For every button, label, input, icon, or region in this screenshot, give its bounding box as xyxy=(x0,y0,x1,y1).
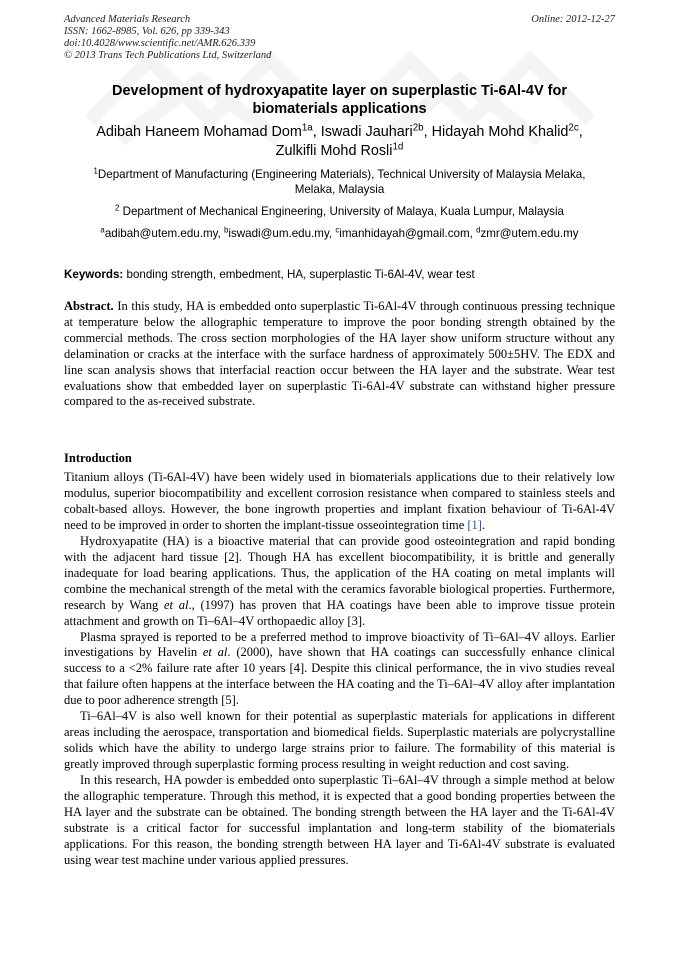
email-sup: d xyxy=(476,225,481,235)
affiliation-1 xyxy=(64,168,615,197)
paragraph xyxy=(64,534,615,630)
paragraph-text: Hydroxyapatite (HA) is a bioactive material that can provide good osteointegration and rapid bonding with the adjacent hard tissue [2]. Though HA has excellent biocompatibility, it is brittle and generally inadequate for load bearing applications. Thus, the application of the HA coating on metal implants will combine the mechanical strength of the metal with the ceramics favorable biological properties. Furthermore, research by Wang xyxy=(64,533,615,612)
email-sup: b xyxy=(224,225,229,235)
paragraph-text: Plasma sprayed is reported to be a preferred method to improve bioactivity of Ti–6Al–4V alloys. Earlier investigations by Havelin xyxy=(64,629,615,660)
copyright-line: © 2013 Trans Tech Publications Ltd, Switzerland xyxy=(64,50,272,61)
email-link[interactable]: imanhidayah@gmail.com, xyxy=(339,227,473,240)
paragraph-text: Titanium alloys (Ti-6Al-4V) have been widely used in biomaterials applications due to their relatively low modulus, superior biocompatibility and excellent corrosion resistance when compared to stainless steels and cobalt-based alloys. However, the bone ingrowth properties and implant fixation behaviour of Ti-6Al-4V need to be improved in order to shorten the implant-tissue osseointegration time xyxy=(64,470,615,532)
author-sep: , xyxy=(312,124,321,140)
journal-name: Advanced Materials Research xyxy=(64,14,191,25)
author-sup: 1a xyxy=(301,122,313,134)
email-link[interactable]: iswadi@um.edu.my, xyxy=(228,227,333,240)
abstract-paragraph xyxy=(64,299,615,410)
author-name: Hidayah Mohd Khalid xyxy=(431,124,569,140)
paragraph: In this research, HA powder is embedded onto superplastic Ti–6Al–4V through a simple method at below the allographic temperature. Through this method, it is expected that a good bonding properties between the HA layer and the substrate can be obtained. The bonding strength between the HA layer and the Ti-6Al-4V substrate is a critical factor for successful implantation and long-term stability of the biomaterials applications. For this reason, the bonding strength between HA layer and Ti-6Al-4V substrate is evaluated using wear test machine under various applied pressures. xyxy=(64,773,615,867)
email-link[interactable]: adibah@utem.edu.my, xyxy=(104,227,221,240)
paragraph-end: ., (1997) has proven that HA coatings have been able to improve tissue protein attachment and growth on Ti–6Al–4V orthopaedic alloy [3]. xyxy=(64,597,615,628)
keywords-line xyxy=(64,268,615,282)
et-al: et al xyxy=(202,645,228,660)
email-link[interactable]: zmr@utem.edu.my xyxy=(480,227,579,240)
author-sep: , xyxy=(423,124,432,140)
title-line-1: Development of hydroxyapatite layer on superplastic Ti-6Al-4V for xyxy=(112,83,567,99)
keywords-label: Keywords: xyxy=(64,268,124,281)
author-name: Iswadi Jauhari xyxy=(320,124,413,140)
paragraph: Ti–6Al–4V is also well known for their potential as superplastic materials for applications in different areas including the aerospace, transportation and biomedical fields. Superplastic materials are polycrystalline solids which have the ability to undergo large strains prior to failure. The formability of this material is greatly improved through superplastic forming process resulting in weight reduction and cost saving. xyxy=(64,709,615,772)
author-sup: 2c xyxy=(568,122,579,134)
citation-link[interactable]: [1] xyxy=(467,517,482,532)
keywords-text: bonding strength, embedment, HA, superplastic Ti-6Al-4V, wear test xyxy=(123,268,475,281)
author-sep: , xyxy=(578,124,583,140)
paragraph xyxy=(64,470,615,534)
affiliation-1-line-1: Department of Manufacturing (Engineering Materials), Technical University of Malaysia Melaka, xyxy=(97,168,586,181)
author-name: Adibah Haneem Mohamad Dom xyxy=(96,124,302,140)
et-al: et al xyxy=(163,597,189,612)
author-list xyxy=(64,123,615,161)
introduction-body xyxy=(64,470,615,869)
affiliation-1-line-2: Melaka, Malaysia xyxy=(294,182,385,196)
email-sup: c xyxy=(335,225,340,235)
section-heading-introduction: Introduction xyxy=(64,451,132,465)
email-list xyxy=(64,227,615,242)
affiliation-sup: 2 xyxy=(114,203,120,213)
abstract-text: In this study, HA is embedded onto superplastic Ti-6Al-4V through continuous pressing technique at temperature below the allographic temperature to improve the poor bonding strength obtained by the commercial methods. The cross section morphologies of the HA layer show uniform structure without any delamination or cracks at the interface with the surface hardness of approximately 500±5HV. The EDX and line scan analysis shows that interfacial reaction occur between the HA layer and the substrate. Wear test evaluations show that embedded layer on superplastic Ti-6Al-4V substrate can withstand higher pressure compared to the as-received substrate. xyxy=(64,299,615,409)
affiliation-2 xyxy=(64,205,615,220)
issn-line: ISSN: 1662-8985, Vol. 626, pp 339-343 xyxy=(64,26,230,37)
title-line-2: biomaterials applications xyxy=(252,101,427,117)
affiliation-sup: 1 xyxy=(93,166,98,176)
affiliation-2-text: Department of Mechanical Engineering, University of Malaya, Kuala Lumpur, Malaysia xyxy=(119,205,565,218)
paragraph-end: . (2000), have shown that HA coatings can successfully enhance clinical success to a <2% failure rate after 10 years [4]. Despite this clinical performance, the in vivo studies reveal that failure often happens at the interface between the HA coating and the Ti–6Al–4V alloy after implantation due to poor adherence strength [5]. xyxy=(64,645,616,708)
paper-title xyxy=(64,82,615,118)
author-sup: 2b xyxy=(412,122,424,134)
email-sup: a xyxy=(100,225,105,235)
journal-header xyxy=(64,14,615,62)
author-sup: 1d xyxy=(392,141,404,153)
online-date: Online: 2012-12-27 xyxy=(531,14,615,25)
doi-line: doi:10.4028/www.scientific.net/AMR.626.339 xyxy=(64,38,256,49)
paragraph xyxy=(64,630,615,710)
abstract-label: Abstract. xyxy=(64,299,114,313)
paragraph-end: . xyxy=(481,517,486,532)
author-name: Zulkifli Mohd Rosli xyxy=(275,143,393,159)
